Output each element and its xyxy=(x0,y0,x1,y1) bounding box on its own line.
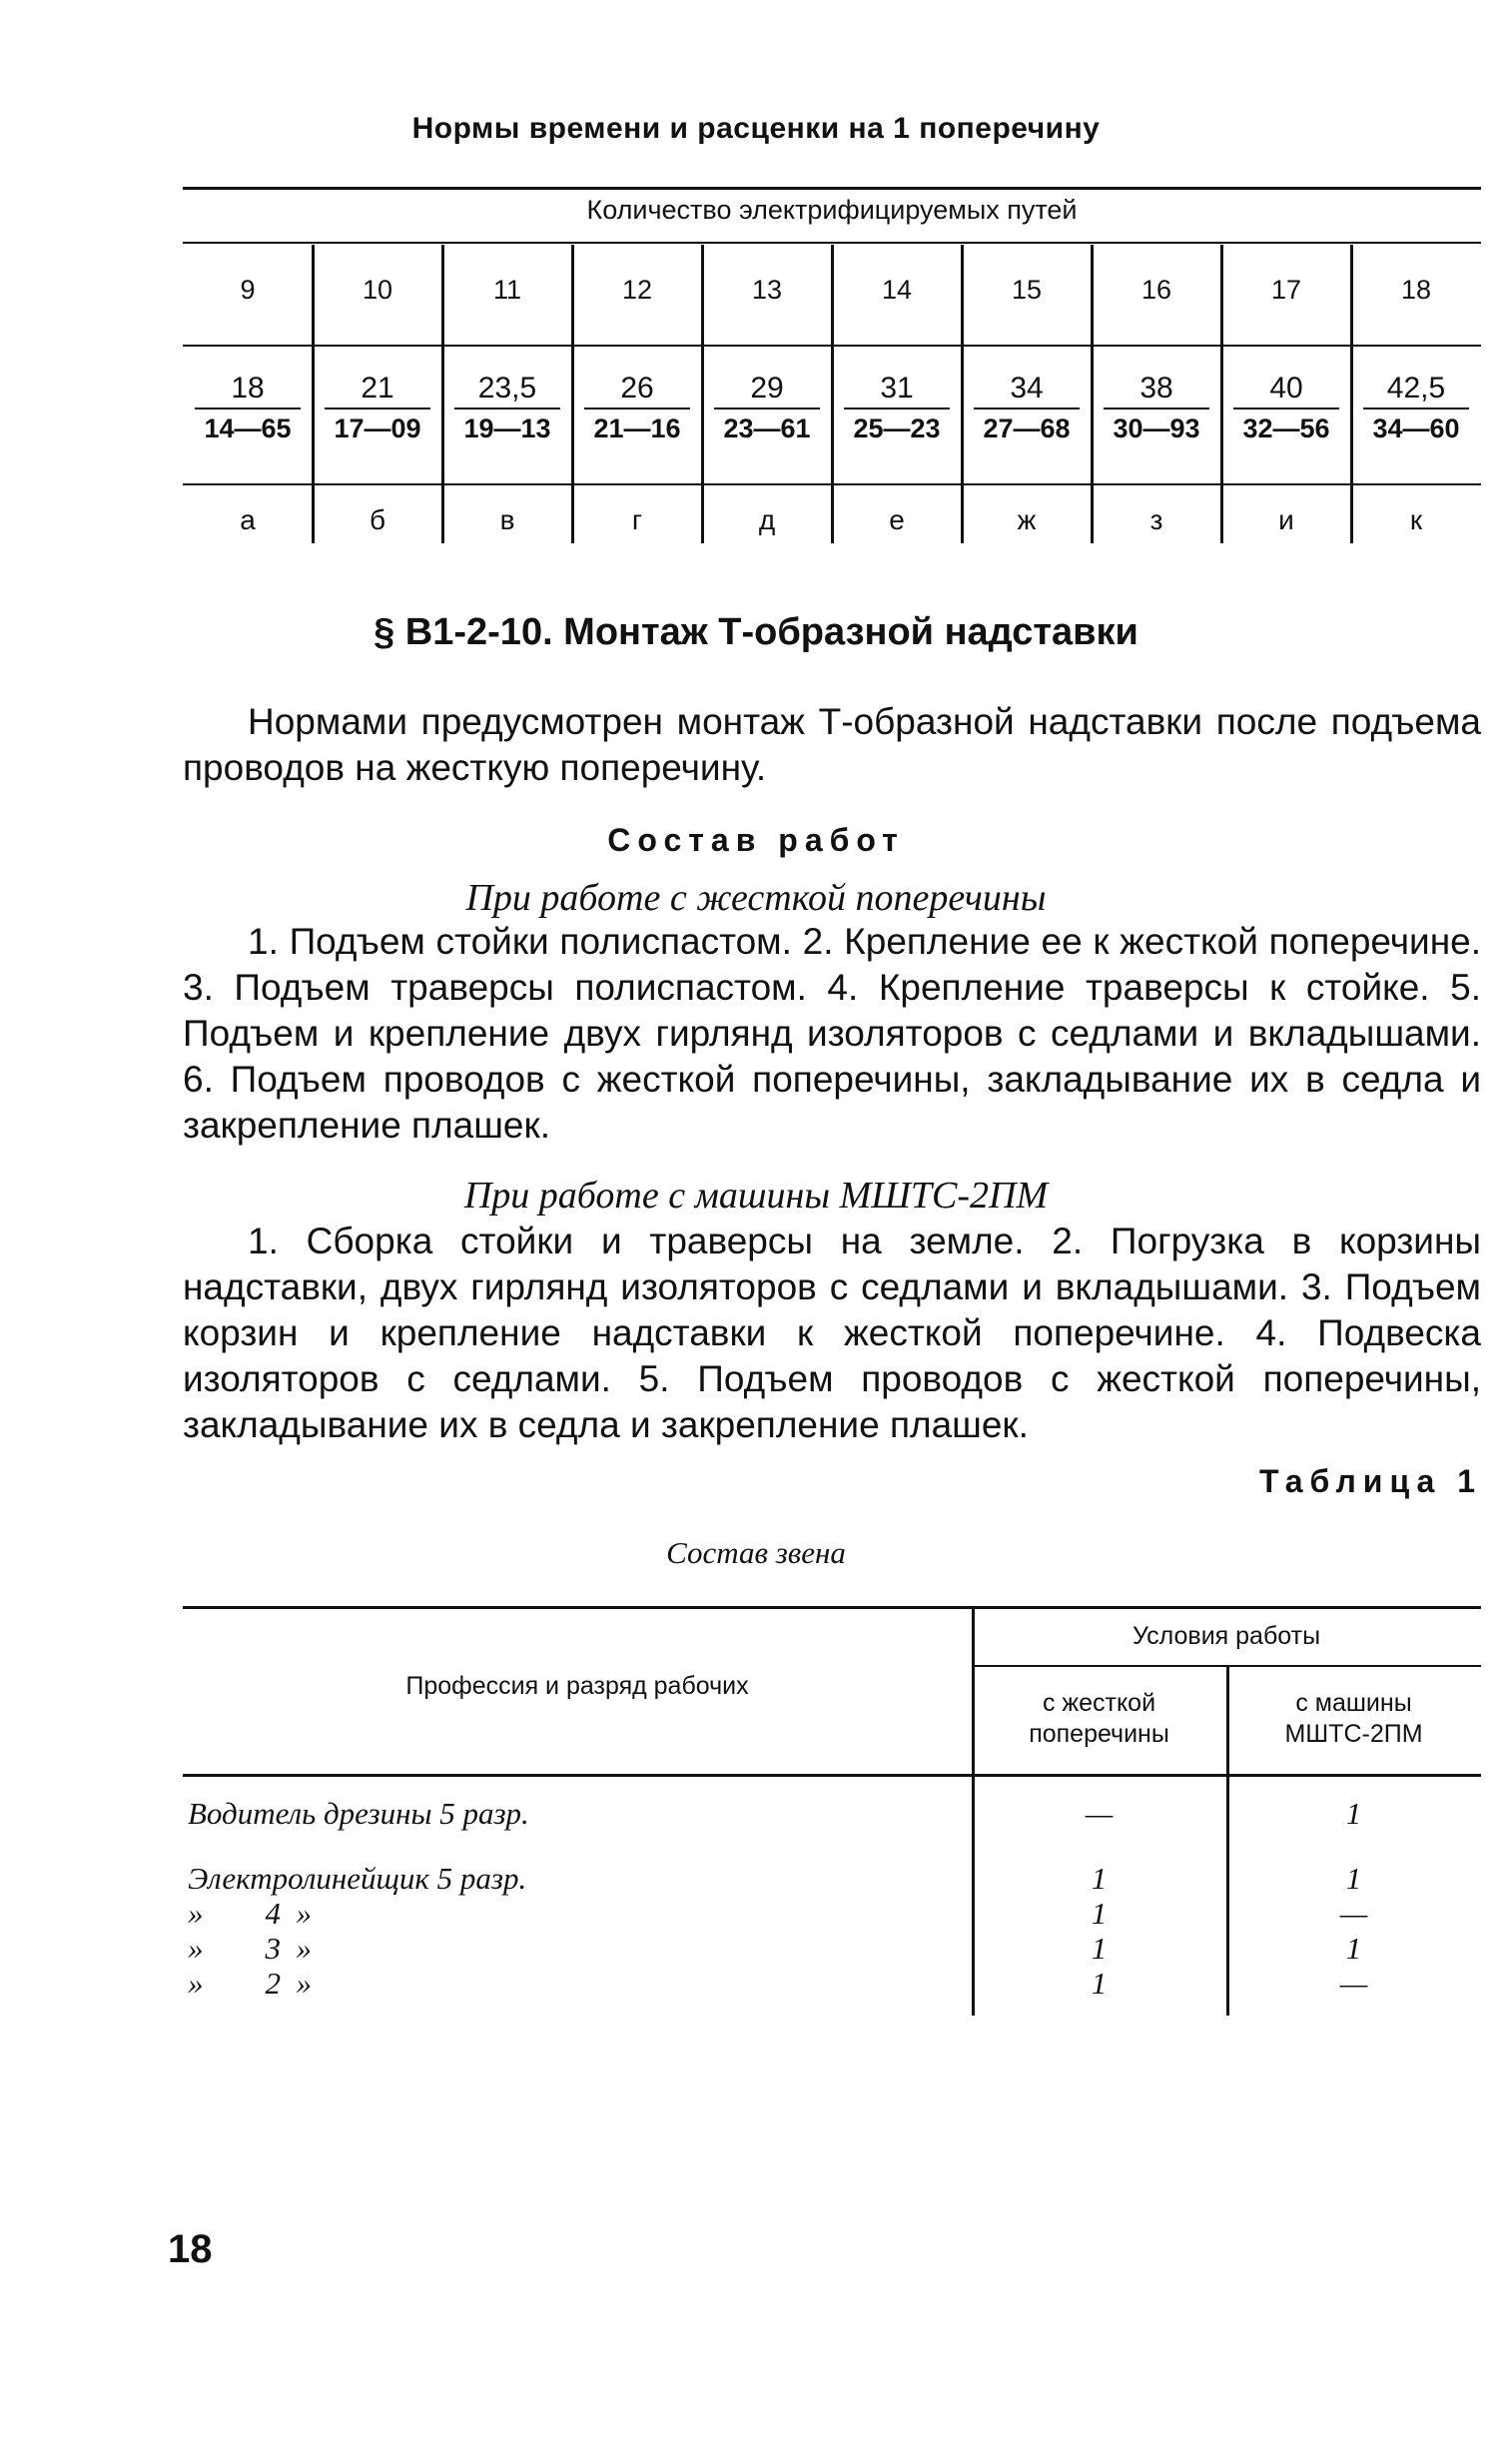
rate-value: 19—13 xyxy=(463,413,551,443)
fraction-bar xyxy=(844,408,950,409)
track-count-header: 16 xyxy=(1140,275,1172,305)
column-divider xyxy=(1091,485,1094,543)
norm-rate-fraction xyxy=(183,372,313,445)
page-number: 18 xyxy=(168,2227,213,2271)
track-count-header: 14 xyxy=(881,275,913,305)
column-divider xyxy=(312,347,315,483)
crew-rule-header xyxy=(183,1774,1481,1777)
track-count-header: 10 xyxy=(362,275,393,305)
header-rigid-line2: поперечины xyxy=(1029,1720,1169,1748)
norm-rate-fraction xyxy=(1351,372,1481,445)
column-divider xyxy=(831,485,834,543)
crew-table-title: Состав звена xyxy=(666,1535,846,1570)
column-index-letter: к xyxy=(1409,504,1423,535)
time-norm: 29 xyxy=(750,372,784,405)
norm-rate-fraction xyxy=(313,372,442,445)
crew-count-machine: — xyxy=(1339,1896,1368,1931)
column-divider xyxy=(312,245,315,345)
track-count-header: 18 xyxy=(1400,275,1432,305)
crew-row-label: Водитель дрезины 5 разр. xyxy=(188,1796,529,1831)
column-index-letter: д xyxy=(758,504,776,535)
column-divider xyxy=(441,245,444,345)
rate-value: 23—61 xyxy=(723,413,811,443)
column-divider xyxy=(1220,485,1223,543)
rate-value: 21—16 xyxy=(593,413,681,443)
fraction-bar xyxy=(1363,408,1469,409)
crew-row-label: » 4 » xyxy=(188,1896,312,1931)
column-divider xyxy=(831,347,834,483)
table-number: Таблица 1 xyxy=(1258,1463,1482,1499)
track-count-header: 12 xyxy=(621,275,653,305)
column-divider xyxy=(1091,245,1094,345)
column-divider xyxy=(701,485,704,543)
column-divider xyxy=(441,347,444,483)
composition-heading: Состав работ xyxy=(607,822,905,858)
column-divider xyxy=(571,245,574,345)
fraction-bar xyxy=(195,408,301,409)
norms-table-caption: Количество электрифицируемых путей xyxy=(586,195,1078,225)
column-divider xyxy=(312,485,315,543)
fraction-bar xyxy=(584,408,690,409)
column-index-letter: г xyxy=(631,504,643,535)
track-count-header: 15 xyxy=(1011,275,1043,305)
crew-rule-top xyxy=(183,1606,1481,1609)
crew-count-rigid: 1 xyxy=(1091,1931,1108,1966)
norm-rate-fraction xyxy=(702,372,832,445)
track-count-header: 13 xyxy=(751,275,783,305)
column-divider xyxy=(701,245,704,345)
work-list-machine: 1. Сборка стойки и траверсы на земле. 2. Погрузка в корзины надставки, двух гирлянд изоляторов с седлами и вкладышами. 3. Подъем корзин и крепление надставки к жесткой поперечине. 4. Подвеска изоляторов с седлами. 5. Подъем проводов с жесткой поперечины, закладывание их в седла и закрепление плашек. xyxy=(183,1221,1481,1445)
rate-value: 14—65 xyxy=(204,413,292,443)
column-divider xyxy=(571,485,574,543)
column-divider xyxy=(1350,245,1353,345)
time-norm: 31 xyxy=(880,372,914,405)
time-norm: 42,5 xyxy=(1386,372,1446,405)
column-divider xyxy=(1350,347,1353,483)
time-norm: 18 xyxy=(231,372,265,405)
header-machine-line2: МШТС-2ПМ xyxy=(1284,1720,1423,1748)
subheading-rigid: При работе с жесткой поперечины xyxy=(465,877,1047,919)
time-norm: 34 xyxy=(1010,372,1044,405)
column-divider xyxy=(701,347,704,483)
crew-count-machine: — xyxy=(1339,1966,1368,2001)
fraction-bar xyxy=(1104,408,1209,409)
crew-count-rigid: 1 xyxy=(1091,1896,1108,1931)
rate-value: 27—68 xyxy=(983,413,1071,443)
header-machine-line1: с машины xyxy=(1295,1689,1412,1717)
crew-row-label: » 2 » xyxy=(188,1966,312,2001)
crew-count-machine: 1 xyxy=(1345,1796,1362,1831)
column-divider xyxy=(1220,347,1223,483)
track-count-header: 9 xyxy=(240,275,256,305)
time-norm: 23,5 xyxy=(477,372,537,405)
fraction-bar xyxy=(325,408,430,409)
section-heading: § В1-2-10. Монтаж Т-образной надставки xyxy=(374,611,1138,653)
fraction-bar xyxy=(454,408,560,409)
time-norm: 40 xyxy=(1269,372,1303,405)
norm-rate-fraction xyxy=(572,372,702,445)
column-divider xyxy=(1091,347,1094,483)
crew-row-label: Электролинейщик 5 разр. xyxy=(188,1861,527,1896)
column-index-letter: в xyxy=(499,504,515,535)
column-divider xyxy=(831,245,834,345)
header-conditions: Условия работы xyxy=(1132,1622,1321,1650)
norm-rate-fraction xyxy=(1221,372,1351,445)
column-index-letter: а xyxy=(240,504,256,535)
column-divider xyxy=(961,485,964,543)
column-divider xyxy=(571,347,574,483)
crew-count-machine: 1 xyxy=(1345,1931,1362,1966)
track-count-header: 17 xyxy=(1270,275,1302,305)
column-index-letter: ж xyxy=(1017,504,1037,535)
crew-count-machine: 1 xyxy=(1345,1861,1362,1896)
column-divider xyxy=(441,485,444,543)
column-divider xyxy=(961,347,964,483)
top-table-title: Нормы времени и расценки на 1 поперечину xyxy=(411,112,1101,145)
table-rule-top xyxy=(183,187,1481,190)
rate-value: 25—23 xyxy=(853,413,941,443)
time-norm: 26 xyxy=(620,372,654,405)
column-index-letter: и xyxy=(1278,504,1294,535)
rate-value: 32—56 xyxy=(1242,413,1330,443)
fraction-bar xyxy=(714,408,820,409)
norm-rate-fraction xyxy=(1092,372,1221,445)
rate-value: 30—93 xyxy=(1113,413,1200,443)
crew-count-rigid: 1 xyxy=(1091,1861,1108,1896)
subheading-machine: При работе с машины МШТС-2ПМ xyxy=(463,1175,1049,1217)
fraction-bar xyxy=(1233,408,1339,409)
column-index-letter: з xyxy=(1149,504,1163,535)
header-profession: Профессия и разряд рабочих xyxy=(405,1672,749,1700)
time-norm: 21 xyxy=(361,372,394,405)
crew-row-label: » 3 » xyxy=(188,1931,312,1966)
column-index-letter: е xyxy=(889,504,905,535)
rate-value: 17—09 xyxy=(334,413,421,443)
work-list-rigid: 1. Подъем стойки полиспастом. 2. Крепление ее к жесткой поперечине. 3. Подъем траверсы полиспастом. 4. Крепление траверсы к стойке. 5. Подъем и крепление двух гирлянд изоляторов с седлами и вкладышами. 6. Подъем проводов с жесткой поперечины, закладывание их в седла и закрепление плашек. xyxy=(183,921,1481,1146)
column-index-letter: б xyxy=(369,504,386,535)
intro-paragraph: Нормами предусмотрен монтаж Т-образной надставки после подъема проводов на жесткую поперечину. xyxy=(183,701,1481,788)
crew-count-rigid: 1 xyxy=(1091,1966,1108,2001)
crew-table xyxy=(183,1606,1481,2016)
header-machine xyxy=(1226,1688,1481,1750)
norm-rate-fraction xyxy=(962,372,1092,445)
column-divider xyxy=(1220,245,1223,345)
rate-value: 34—60 xyxy=(1372,413,1460,443)
table-rule-caption xyxy=(183,242,1481,244)
track-count-header: 11 xyxy=(492,275,522,305)
crew-count-rigid: — xyxy=(1085,1796,1114,1831)
norm-rate-fraction xyxy=(442,372,572,445)
column-divider xyxy=(961,245,964,345)
norm-rate-fraction xyxy=(832,372,962,445)
column-divider xyxy=(1350,485,1353,543)
fraction-bar xyxy=(974,408,1080,409)
header-rigid-line1: с жесткой xyxy=(1042,1689,1156,1717)
header-rigid xyxy=(972,1688,1226,1750)
time-norm: 38 xyxy=(1139,372,1173,405)
